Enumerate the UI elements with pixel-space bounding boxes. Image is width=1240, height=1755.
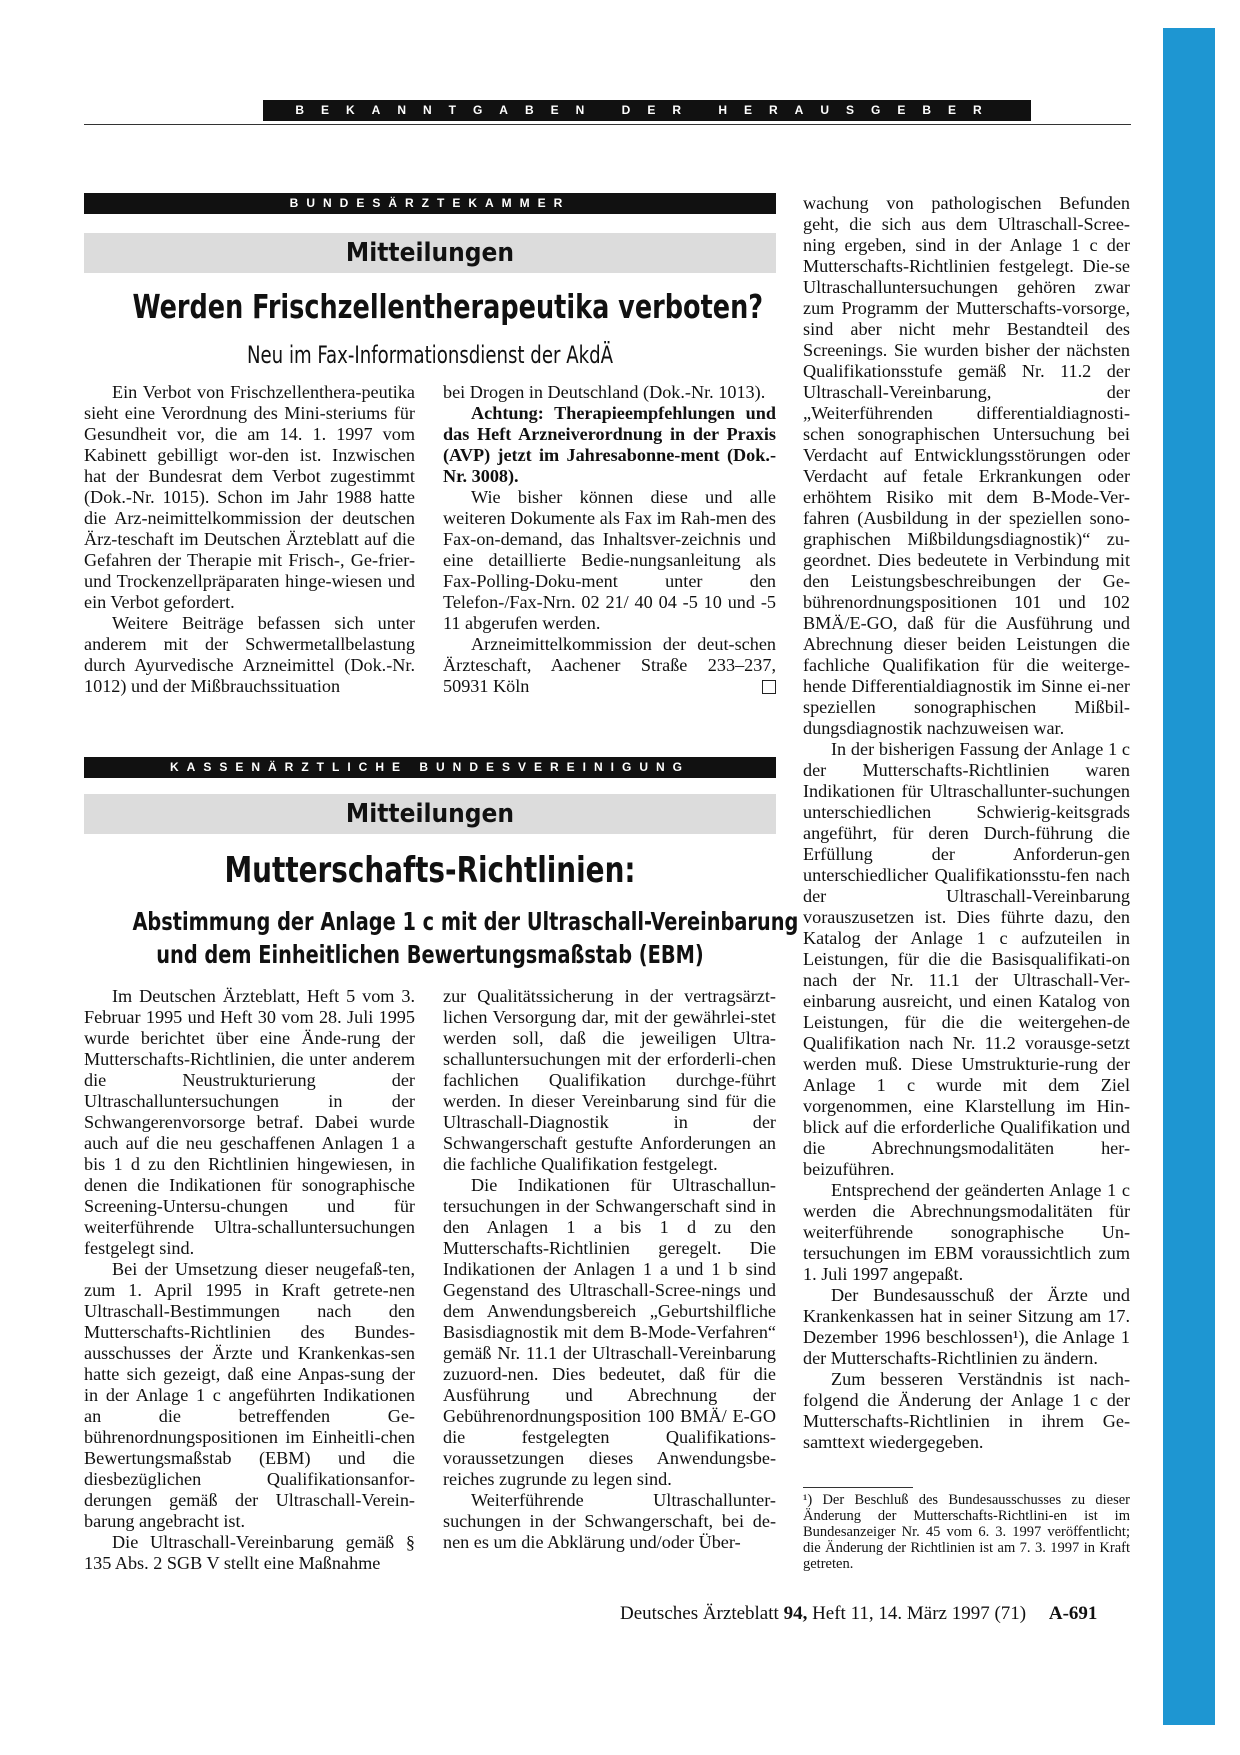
address-paragraph xyxy=(443,634,776,697)
article2-subtitle-line2: und dem Einheitlichen Bewertungsmaßstab (EBM) xyxy=(156,940,704,969)
paragraph: Der Bundesausschuß der Ärzte und Krankenkassen hat in seiner Sitzung am 17. Dezember 1996 beschlossen¹), die Anlage 1 der Mutterschafts-Richtlinien zu ändern. xyxy=(803,1285,1130,1368)
footnote-rule xyxy=(803,1487,913,1488)
address-text: Arzneimittelkommission der deut-schen Ärzteschaft, Aachener Straße 233–237, 50931 Köln xyxy=(443,634,776,696)
paragraph: Ein Verbot von Frischzellenthera-peutika sieht eine Verordnung des Mini-steriums für Gesundheit vor, die am 14. 1. 1997 vom Kabinett gebilligt wor-den ist. Inzwischen hat der Bundesrat dem Verbot zugestimmt (Dok.-Nr. 1015). Schon im Jahr 1988 hatte die Arz-neimittelkommission der deutschen Ärz-teschaft im Deutschen Ärzteblatt auf die Gefahren der Therapie mit Frisch-, Ge-frier- und Trockenzellpräparaten hinge-wiesen und ein Verbot gefordert. xyxy=(84,382,415,612)
paragraph: Die Indikationen für Ultraschallun-tersuchungen in der Schwangerschaft sind in den Anlagen 1 a bis 1 d zu den Mutterschafts-Richtlinien geregelt. Die Indikationen der Anlagen 1 a und 1 b sind Gegenstand des Ultraschall-Scree-nings und dem Anwendungsbereich „Geburtshilfliche Basisdiagnostik mit dem B-Mode-Verfahren“ gemäß Nr. 11.1 der Ultraschall-Vereinbarung zuzuord-nen. Dies bedeutet, daß für die Ausführung und Abrechnung der Gebührenordnungsposition 100 BMÄ/ E-GO die festgelegten Qualifikations-voraussetzungen dieses Anwendungsbe-reiches zugrunde zu legen sind. xyxy=(443,1175,776,1489)
rubric-mitteilungen-1: Mitteilungen xyxy=(84,233,776,273)
paragraph: wachung von pathologischen Befunden geht, die sich aus dem Ultraschall-Scree-ning ergeben, sind in der Anlage 1 c der Mutterschafts-Richtlinien festgelegt. Die-se Ultraschalluntersuchungen gehören zwar zum Programm der Mutterschafts-vorsorge, sind aber nicht mehr Bestandteil des Screenings. Sie wurden bisher der nächsten Qualifikationsstufe gemäß Nr. 11.2 der Ultraschall-Vereinbarung, der „Weiterführenden differentialdiagnosti-schen sonographischen Untersuchung bei Verdacht auf Entwicklungsstörungen oder Verdacht auf fetale Erkrankungen oder erhöhtem Risiko mit dem B-Mode-Ver-fahren (Ausbildung in der speziellen sono-graphischen Mißbildungsdiagnostik)“ zu-geordnet. Dies bedeutete in Verbindung mit den Leistungsbeschreibungen der Ge-bührenordnungspositionen 101 und 102 BMÄ/E-GO, daß für die Ausführung und Abrechnung dieser beiden Leistungen die fachliche Qualifikation für die weiterge-hende Differentialdiagnostik im Sinne ei-ner speziellen sonographischen Mißbil-dungsdiagnostik nachzuweisen war. xyxy=(803,193,1130,738)
org-label-kbv: KASSENÄRZTLICHE BUNDESVEREINIGUNG xyxy=(84,757,776,778)
paragraph: In der bisherigen Fassung der Anlage 1 c der Mutterschafts-Richtlinien waren Indikationen für Ultraschallunter-suchungen unterschiedlichen Schwierig-keitsgrads angeführt, für deren Durch-führung die Erfüllung der Anforderun-gen unterschiedlicher Qualifikationsstu-fen nach der Ultraschall-Vereinbarung vorauszusetzen ist. Dies führte dazu, den Katalog der Anlage 1 c aufzuteilen in Leistungen, für die die Basisqualifikati-on nach der Nr. 11.1 der Ultraschall-Ver-einbarung ausreicht, und einen Katalog von Leistungen, für die die weitergehen-de Qualifikation nach Nr. 11.2 vorausge-setzt werden muß. Diese Umstrukturie-rung der Anlage 1 c wurde mit dem Ziel vorgenommen, eine Klarstellung im Hin-blick auf die erforderliche Qualifikation und die Abrechnungsmodalitäten her-beizuführen. xyxy=(803,739,1130,1179)
section-header xyxy=(84,100,1131,125)
paragraph: Die Ultraschall-Vereinbarung gemäß § 135 Abs. 2 SGB V stellt eine Maßnahme xyxy=(84,1532,415,1573)
paragraph: Entsprechend der geänderten Anlage 1 c werden die Abrechnungsmodalitäten für weiterführende sonographische Un-tersuchungen im EBM voraussichtlich zum 1. Juli 1997 angepaßt. xyxy=(803,1180,1130,1284)
article1-column-2 xyxy=(443,382,776,697)
rubric-mitteilungen-2: Mitteilungen xyxy=(84,794,776,834)
paragraph: Im Deutschen Ärzteblatt, Heft 5 vom 3. Februar 1995 und Heft 30 vom 28. Juli 1995 wurde berichtet über eine Ände-rung der Mutterschafts-Richtlinien, die unter anderem die Neustrukturierung der Ultraschalluntersuchungen in der Schwangerenvorsorge betraf. Dabei wurde auch auf die neu geschaffenen Anlagen 1 a bis 1 d zu den Richtlinien hingewiesen, in denen die Indikationen für sonographische Screening-Untersu-chungen und für weiterführende Ultra-schalluntersuchungen festgelegt sind. xyxy=(84,986,415,1258)
article2-title: Mutterschafts-Richtlinien: xyxy=(224,850,636,891)
paragraph: Zum besseren Verständnis ist nach-folgend die Änderung der Anlage 1 c der Mutterschafts-Richtlinien in ihrem Ge-samttext wiedergegeben. xyxy=(803,1369,1130,1452)
article2-column-3 xyxy=(803,193,1130,1453)
journal-name: Deutsches Ärzteblatt xyxy=(620,1603,779,1624)
paragraph: Weiterführende Ultraschallunter-suchungen in der Schwangerschaft, bei de-nen es um die Abklärung und/oder Über- xyxy=(443,1490,776,1552)
paragraph: Bei der Umsetzung dieser neugefaß-ten, zum 1. April 1995 in Kraft getrete-nen Ultraschall-Bestimmungen nach den Mutterschafts-Richtlinien des Bundes-ausschusses der Ärzte und Krankenkas-sen hatte sich gezeigt, daß eine Anpas-sung der in der Anlage 1 c angeführten Indikationen an die betreffenden Ge-bührenordnungspositionen im Einheitli-chen Bewertungsmaßstab (EBM) und die diesbezüglichen Qualifikationsanfor-derungen gemäß der Ultraschall-Verein-barung angebracht ist. xyxy=(84,1259,415,1531)
accent-side-bar xyxy=(1163,28,1215,1725)
footnote: ¹) Der Beschluß des Bundesausschusses zu dieser Änderung der Mutterschafts-Richtlini-en ist im Bundesanzeiger Nr. 45 vom 6. 3. 1997 veröffentlicht; die Änderung der Richtlinien ist am 7. 3. 1997 in Kraft getreten. xyxy=(803,1492,1130,1572)
end-mark-icon xyxy=(762,680,776,694)
paragraph: Wie bisher können diese und alle weiteren Dokumente als Fax im Rah-men des Fax-on-demand, das Inhaltsver-zeichnis und eine detaillierte Bedie-nungsanleitung als Fax-Polling-Doku-ment unter den Telefon-/Fax-Nrn. 02 21/ 40 04 -5 10 und -5 11 abgerufen werden. xyxy=(443,487,776,633)
page-footer xyxy=(620,1603,1097,1625)
article1-column-1 xyxy=(84,382,415,697)
issue-info: Heft 11, 14. März 1997 (71) xyxy=(812,1603,1027,1624)
org-label-bundesaerztekammer: BUNDESÄRZTEKAMMER xyxy=(84,193,776,214)
article2-column-2 xyxy=(443,986,776,1553)
article2-subtitle-line1: Abstimmung der Anlage 1 c mit der Ultraschall-Vereinbarung xyxy=(132,907,799,936)
article1-title: Werden Frischzellentherapeutika verboten? xyxy=(132,287,764,326)
article1-subtitle: Neu im Fax-Informationsdienst der AkdÄ xyxy=(246,341,614,369)
paragraph: zur Qualitätssicherung in der vertragsärzt-lichen Versorgung dar, mit der gewährlei-stet werden soll, daß die jeweiligen Ultra-schalluntersuchungen mit der erforderli-chen fachlichen Qualifikation durchge-führt werden. In dieser Vereinbarung sind für die Ultraschall-Diagnostik in der Schwangerschaft gestufte Anforderungen an die fachliche Qualifikation festgelegt. xyxy=(443,986,776,1174)
bold-notice-text: Achtung: Therapieempfehlungen und das Heft Arzneiverordnung in der Praxis (AVP) jetzt im Jahresabonne-ment (Dok.-Nr. 3008). xyxy=(443,403,776,486)
paragraph: Weitere Beiträge befassen sich unter anderem mit der Schwermetallbelastung durch Ayurvedische Arzneimittel (Dok.-Nr. 1012) und der Mißbrauchssituation xyxy=(84,613,415,696)
article2-column-1 xyxy=(84,986,415,1574)
bold-notice xyxy=(443,403,776,487)
section-label: BEKANNTGABEN DER HERAUSGEBER xyxy=(263,100,1031,121)
paragraph: bei Drogen in Deutschland (Dok.-Nr. 1013). xyxy=(443,382,766,402)
volume: 94, xyxy=(783,1603,808,1624)
page-number: A-691 xyxy=(1048,1603,1098,1624)
